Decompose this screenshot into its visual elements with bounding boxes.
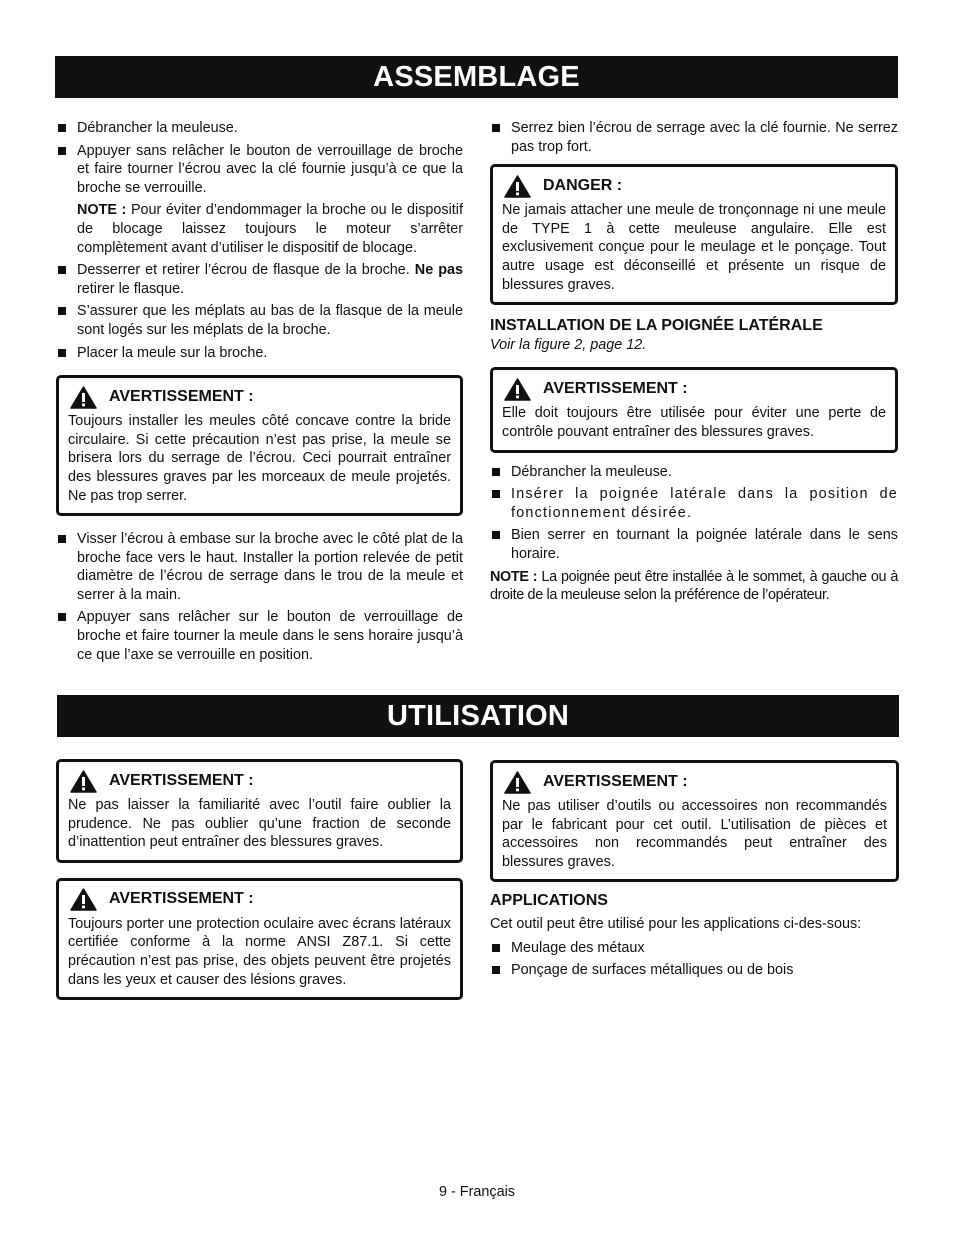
warning-triangle-icon — [504, 771, 531, 794]
warning-triangle-icon — [70, 770, 97, 793]
warning-header — [68, 384, 451, 410]
list-item: Appuyer sans relâcher sur le bouton de verrouillage de broche et faire tourner la meule dans le sens horaire jusqu’à ce que l’axe se verrouille en position. — [56, 608, 463, 664]
danger-header — [502, 173, 886, 199]
assemblage-right-column — [490, 119, 898, 605]
note-label: NOTE : — [77, 202, 127, 219]
warning-text: Ne pas utiliser d’outils ou accessoires non recommandés par le fabricant pour cet outil. L’utilisation de pièces et accessoires non recommandés peut entraîner des blessures graves. — [502, 798, 887, 870]
list-item: Débrancher la meuleuse. — [490, 463, 898, 482]
warning-box — [490, 367, 898, 452]
note-label: NOTE : — [490, 568, 538, 585]
note-paragraph — [490, 568, 898, 605]
list-item-text: retirer le flasque. — [77, 280, 185, 297]
section-title: ASSEMBLAGE — [373, 61, 580, 93]
danger-text: Ne jamais attacher une meule de tronçonnage ni une meule de TYPE 1 à cette meuleuse angulaire. Elle est exclusivement conçue pour le meulage et le ponçage. Tout autre usage est déconseillé et présente un risque de blessures graves. — [502, 202, 886, 293]
list-item: Appuyer sans relâcher le bouton de verrouillage de broche et faire tourner l’écrou avec la clé fournie jusqu’à ce que la broche se verrouille. — [56, 142, 463, 198]
assemblage-left-column — [56, 119, 463, 668]
section-banner-utilisation — [57, 695, 899, 737]
warning-header — [502, 376, 886, 402]
list-item: Débrancher la meuleuse. — [56, 119, 463, 138]
page-footer: 9 - Français — [439, 1184, 515, 1200]
step-list — [56, 261, 463, 362]
list-item-emphasis: Ne pas — [414, 262, 463, 279]
list-item — [56, 261, 463, 298]
warning-triangle-icon — [70, 386, 97, 409]
warning-box — [56, 375, 463, 516]
section-heading: APPLICATIONS — [490, 892, 608, 910]
section-banner-assemblage — [55, 56, 898, 98]
list-item: Bien serrer en tournant la poignée latérale dans le sens horaire. — [490, 526, 898, 563]
note-text: Pour éviter d’endommager la broche ou le dispositif de blocage laissez toujours le moteur s’arrêter complètement avant d’utiliser le dispositif de blocage. — [77, 202, 464, 256]
warning-box — [56, 878, 463, 1000]
step-list — [56, 119, 463, 197]
warning-box — [490, 760, 899, 882]
note-text: La poignée peut être installée à le sommet, à gauche ou à droite de la meuleuse selon la préférence de l’opérateur. — [490, 568, 898, 604]
warning-text: Toujours installer les meules côté concave contre la bride circulaire. Si cette précaution n’est pas prise, la meule se brisera lors du serrage de l’écrou. Ceci pourrait entraîner des blessures graves par les morceaux de meule projetés. Ne pas trop serrer. — [68, 413, 451, 504]
utilisation-right-column — [490, 760, 899, 984]
warning-label: AVERTISSEMENT : — [109, 890, 254, 908]
list-item: Serrez bien l’écrou de serrage avec la clé fournie. Ne serrez pas trop fort. — [490, 119, 898, 156]
section-title: UTILISATION — [386, 700, 570, 732]
step-list — [490, 463, 898, 564]
warning-text: Toujours porter une protection oculaire avec écrans latéraux certifiée conforme à la norme ANSI Z87.1. Si cette précaution n’est pas prise, des objets peuvent être projetés dans les yeux et causer des lésions graves. — [68, 915, 451, 988]
danger-box — [490, 164, 898, 305]
note-paragraph — [56, 201, 463, 257]
utilisation-left-column — [56, 759, 463, 1000]
list-item: Meulage des métaux — [490, 939, 899, 958]
list-item — [490, 485, 898, 522]
list-item: S’assurer que les méplats au bas de la flasque de la meule sont logés sur les méplats de la broche. — [56, 302, 463, 339]
warning-label: AVERTISSEMENT : — [543, 772, 688, 790]
list-item: Visser l’écrou à embase sur la broche avec le côté plat de la broche face vers le haut. Installer la portion relevée de petit diamètre de l’écrou de serrage dans le trou de la meule et serrer à la main. — [56, 530, 463, 604]
step-list — [490, 119, 898, 156]
list-item: Ponçage de surfaces métalliques ou de bois — [490, 961, 899, 980]
warning-triangle-icon — [70, 888, 97, 911]
warning-header — [502, 769, 887, 795]
applications-intro: Cet outil peut être utilisé pour les applications ci-des-sous: — [490, 915, 862, 932]
danger-label: DANGER : — [543, 176, 623, 194]
warning-text: Ne pas laisser la familiarité avec l’outil faire oublier la prudence. Ne pas oublier qu’une fraction de seconde d’inattention peut entraîner des blessures graves. — [68, 797, 451, 851]
warning-triangle-icon — [504, 378, 531, 401]
warning-header — [68, 887, 451, 913]
list-item-text: Insérer la poignée latérale dans la position de fonctionnement désirée. — [511, 486, 898, 521]
step-list — [56, 530, 463, 664]
warning-box — [56, 759, 463, 863]
section-heading: INSTALLATION DE LA POIGNÉE LATÉRALE — [490, 317, 823, 335]
warning-label: AVERTISSEMENT : — [109, 387, 254, 405]
warning-label: AVERTISSEMENT : — [109, 771, 254, 789]
warning-text: Elle doit toujours être utilisée pour éviter une perte de contrôle pouvant entraîner des blessures graves. — [502, 405, 886, 440]
figure-reference: Voir la figure 2, page 12. — [490, 336, 647, 353]
warning-label: AVERTISSEMENT : — [543, 380, 688, 398]
warning-triangle-icon — [504, 175, 531, 198]
applications-list — [490, 939, 899, 980]
warning-header — [68, 768, 451, 794]
list-item-text: Desserrer et retirer l’écrou de flasque de la broche. — [77, 262, 415, 279]
list-item: Placer la meule sur la broche. — [56, 344, 463, 363]
